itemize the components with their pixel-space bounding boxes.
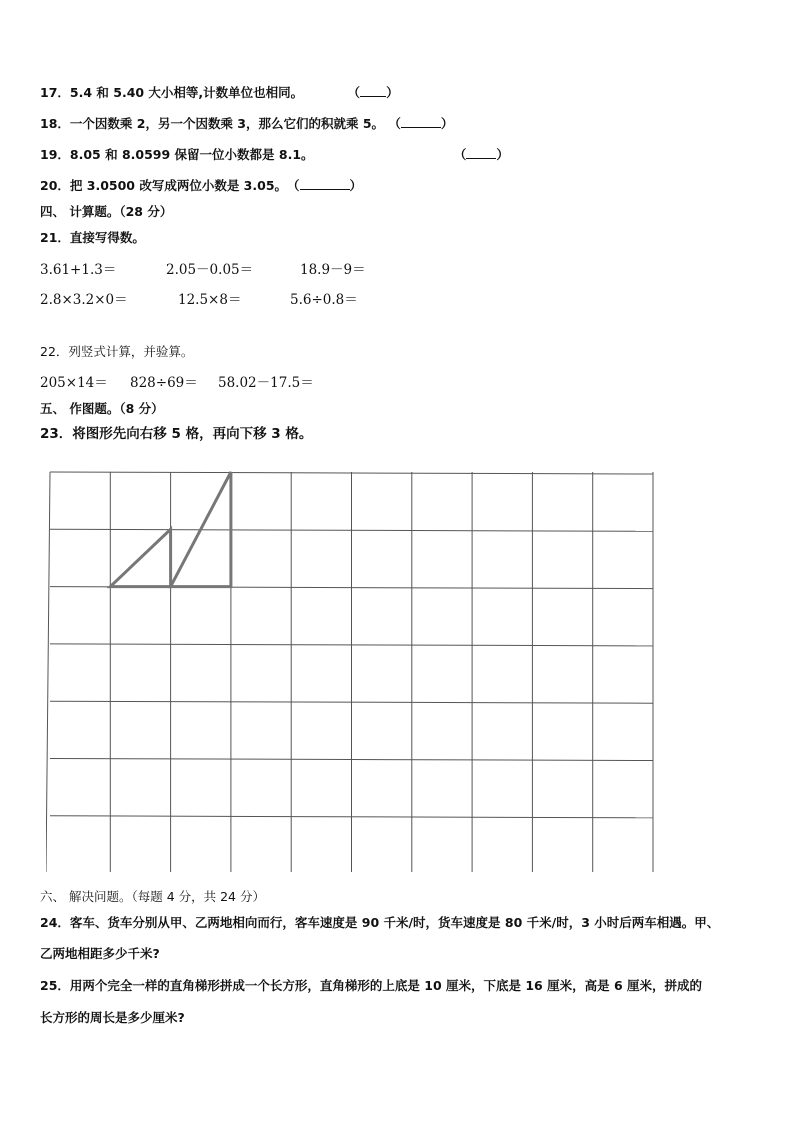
q21-item-4: 2.8×3.2×0＝ bbox=[40, 292, 128, 308]
question-24-line-1: 24．客车、货车分别从甲、乙两地相向而行，客车速度是 90 千米/时，货车速度是 80 千米/时，3 小时后两车相遇。甲、 bbox=[40, 915, 720, 930]
q21-item-6: 5.6÷0.8＝ bbox=[290, 292, 358, 308]
answer-blank-18[interactable]: （ ） bbox=[388, 116, 454, 131]
section-5-heading: 五、 作图题。（8 分） bbox=[40, 401, 164, 416]
question-19 bbox=[40, 146, 509, 163]
question-19-text: 19．8.05 和 8.0599 保留一位小数都是 8.1。 bbox=[40, 147, 314, 162]
q22-item-2: 828÷69＝ bbox=[130, 375, 198, 391]
small-triangle bbox=[110, 529, 170, 586]
question-23-title: 23．将图形先向右移 5 格，再向下移 3 格。 bbox=[40, 426, 313, 442]
question-24-line-2: 乙两地相距多少千米? bbox=[40, 946, 160, 961]
question-20-text: 20．把 3.0500 改写成两位小数是 3.05。 bbox=[40, 178, 288, 193]
q21-item-3: 18.9－9＝ bbox=[300, 262, 366, 278]
grid-lines bbox=[46, 472, 653, 872]
question-21-title: 21．直接写得数。 bbox=[40, 230, 145, 245]
question-17-text: 17．5.4 和 5.40 大小相等,计数单位也相同。 bbox=[40, 85, 304, 100]
question-25-line-2: 长方形的周长是多少厘米? bbox=[40, 1010, 185, 1025]
question-20 bbox=[40, 177, 362, 194]
section-4-heading: 四、 计算题。（28 分） bbox=[40, 204, 173, 219]
question-18-text: 18．一个因数乘 2，另一个因数乘 3，那么它们的积就乘 5。 bbox=[40, 116, 385, 131]
question-25-line-1: 25．用两个完全一样的直角梯形拼成一个长方形，直角梯形的上底是 10 厘米，下底是 16 厘米，高是 6 厘米，拼成的 bbox=[40, 978, 702, 993]
grid-vline-0 bbox=[46, 472, 50, 872]
q22-item-1: 205×14＝ bbox=[40, 375, 108, 391]
question-18 bbox=[40, 115, 453, 132]
q21-item-1: 3.61+1.3＝ bbox=[40, 262, 117, 278]
drawing-grid[interactable] bbox=[46, 464, 658, 872]
q22-item-3: 58.02－17.5＝ bbox=[218, 375, 314, 391]
question-22-title: 22．列竖式计算，并验算。 bbox=[40, 344, 194, 359]
question-17 bbox=[40, 84, 399, 101]
section-6-heading: 六、 解决问题。（每题 4 分，共 24 分） bbox=[40, 889, 265, 904]
answer-blank-20[interactable]: （ ） bbox=[287, 178, 363, 193]
q21-item-2: 2.05－0.05＝ bbox=[166, 262, 254, 278]
answer-blank-19[interactable]: （ ） bbox=[453, 147, 509, 162]
q21-item-5: 12.5×8＝ bbox=[178, 292, 242, 308]
answer-blank-17[interactable]: （ ） bbox=[347, 85, 399, 100]
